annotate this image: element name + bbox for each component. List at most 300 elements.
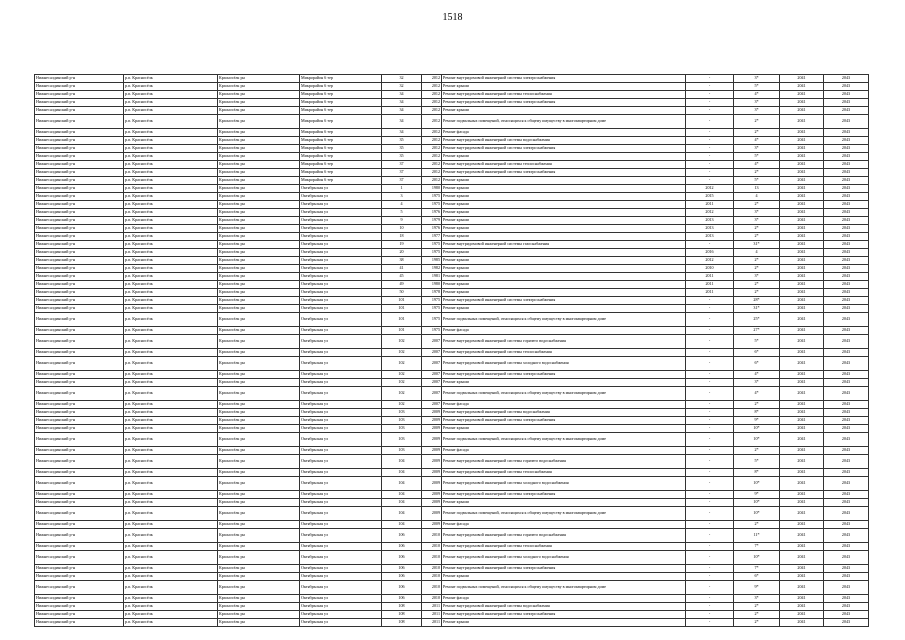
end-year-cell: 2043	[824, 297, 869, 305]
work-type-cell: Ремонт внутридомовой инженерной системы электроснабжения	[442, 169, 686, 177]
end-year-cell: 2043	[824, 477, 869, 491]
end-year-cell: 2043	[824, 529, 869, 543]
wear-cell: 2*	[734, 401, 780, 409]
settlement-cell: р.п. Красносёлк	[124, 603, 218, 611]
locality-cell: Красносёлк рн	[218, 91, 300, 99]
district-cell: Нижнесалдинский р-н	[35, 335, 124, 349]
house-number-cell: 34	[382, 91, 422, 99]
last-repair-year-cell: -	[686, 581, 734, 595]
table-row	[35, 595, 869, 603]
locality-cell: Красносёлк рн	[218, 379, 300, 387]
house-number-cell: 104	[382, 521, 422, 529]
house-number-cell: 108	[382, 619, 422, 627]
end-year-cell: 2043	[824, 281, 869, 289]
house-number-cell: 106	[382, 573, 422, 581]
work-type-cell: Ремонт крыши	[442, 281, 686, 289]
start-year-cell: 2041	[780, 611, 824, 619]
wear-cell: 28*	[734, 297, 780, 305]
house-number-cell: 106	[382, 543, 422, 551]
wear-cell: 10*	[734, 433, 780, 447]
end-year-cell: 2043	[824, 161, 869, 169]
locality-cell: Красносёлк рн	[218, 507, 300, 521]
house-number-cell: 102	[382, 357, 422, 371]
locality-cell: Красносёлк рн	[218, 581, 300, 595]
start-year-cell: 2041	[780, 409, 824, 417]
district-cell: Нижнесалдинский р-н	[35, 543, 124, 551]
wear-cell: 3*	[734, 273, 780, 281]
district-cell: Нижнесалдинский р-н	[35, 99, 124, 107]
end-year-cell: 2043	[824, 335, 869, 349]
district-cell: Нижнесалдинский р-н	[35, 521, 124, 529]
house-number-cell: 35	[382, 137, 422, 145]
work-type-cell: Ремонт крыши	[442, 233, 686, 241]
wear-cell: 4*	[734, 91, 780, 99]
end-year-cell: 2043	[824, 371, 869, 379]
locality-cell: Красносёлк рн	[218, 595, 300, 603]
district-cell: Нижнесалдинский р-н	[35, 565, 124, 573]
house-number-cell: 108	[382, 603, 422, 611]
street-cell: Октябрьская ул	[300, 241, 382, 249]
work-type-cell: Ремонт внутридомовой инженерной системы теплоснабжения	[442, 91, 686, 99]
build-year-cell: 1976	[422, 225, 442, 233]
work-type-cell: Ремонт подвальных помещений, относящихся к общему имуществу в многоквартирном доме	[442, 313, 686, 327]
work-type-cell: Ремонт внутридомовой инженерной системы теплоснабжения	[442, 161, 686, 169]
table-row	[35, 241, 869, 249]
build-year-cell: 1978	[422, 289, 442, 297]
settlement-cell: р.п. Красносёлк	[124, 75, 218, 83]
start-year-cell: 2041	[780, 313, 824, 327]
settlement-cell: р.п. Красносёлк	[124, 409, 218, 417]
street-cell: Октябрьская ул	[300, 543, 382, 551]
last-repair-year-cell: -	[686, 595, 734, 603]
end-year-cell: 2043	[824, 573, 869, 581]
build-year-cell: 2009	[422, 469, 442, 477]
start-year-cell: 2041	[780, 507, 824, 521]
work-type-cell: Ремонт внутридомовой инженерной системы электроснабжения	[442, 491, 686, 499]
district-cell: Нижнесалдинский р-н	[35, 573, 124, 581]
end-year-cell: 2043	[824, 225, 869, 233]
street-cell: Октябрьская ул	[300, 281, 382, 289]
settlement-cell: р.п. Красносёлк	[124, 499, 218, 507]
locality-cell: Красносёлк рн	[218, 611, 300, 619]
street-cell: Октябрьская ул	[300, 327, 382, 335]
district-cell: Нижнесалдинский р-н	[35, 447, 124, 455]
last-repair-year-cell: -	[686, 619, 734, 627]
house-number-cell: 41	[382, 265, 422, 273]
locality-cell: Красносёлк рн	[218, 433, 300, 447]
house-number-cell: 34	[382, 115, 422, 129]
end-year-cell: 2043	[824, 249, 869, 257]
start-year-cell: 2041	[780, 521, 824, 529]
street-cell: Октябрьская ул	[300, 401, 382, 409]
work-type-cell: Ремонт крыши	[442, 225, 686, 233]
locality-cell: Красносёлк рн	[218, 603, 300, 611]
district-cell: Нижнесалдинский р-н	[35, 313, 124, 327]
work-type-cell: Ремонт фасада	[442, 401, 686, 409]
work-type-cell: Ремонт внутридомовой инженерной системы водоснабжения	[442, 603, 686, 611]
end-year-cell: 2043	[824, 257, 869, 265]
wear-cell: 5*	[734, 153, 780, 161]
start-year-cell: 2041	[780, 447, 824, 455]
last-repair-year-cell: -	[686, 469, 734, 477]
street-cell: Микрорайон 6 тер	[300, 99, 382, 107]
house-number-cell: 106	[382, 595, 422, 603]
district-cell: Нижнесалдинский р-н	[35, 201, 124, 209]
table-row	[35, 217, 869, 225]
settlement-cell: р.п. Красносёлк	[124, 129, 218, 137]
locality-cell: Красносёлк рн	[218, 469, 300, 477]
district-cell: Нижнесалдинский р-н	[35, 177, 124, 185]
settlement-cell: р.п. Красносёлк	[124, 335, 218, 349]
start-year-cell: 2041	[780, 193, 824, 201]
table-row	[35, 145, 869, 153]
table-row	[35, 153, 869, 161]
table-row	[35, 433, 869, 447]
start-year-cell: 2041	[780, 491, 824, 499]
last-repair-year-cell: 2016	[686, 249, 734, 257]
start-year-cell: 2041	[780, 305, 824, 313]
end-year-cell: 2043	[824, 107, 869, 115]
wear-cell: 9*	[734, 581, 780, 595]
district-cell: Нижнесалдинский р-н	[35, 241, 124, 249]
street-cell: Микрорайон 6 тер	[300, 83, 382, 91]
work-type-cell: Ремонт крыши	[442, 83, 686, 91]
last-repair-year-cell: -	[686, 75, 734, 83]
work-type-cell: Ремонт внутридомовой инженерной системы теплоснабжения	[442, 543, 686, 551]
end-year-cell: 2043	[824, 387, 869, 401]
table-row	[35, 491, 869, 499]
district-cell: Нижнесалдинский р-н	[35, 603, 124, 611]
start-year-cell: 2041	[780, 145, 824, 153]
street-cell: Октябрьская ул	[300, 409, 382, 417]
street-cell: Октябрьская ул	[300, 265, 382, 273]
work-type-cell: Ремонт внутридомовой инженерной системы горячего водоснабжения	[442, 529, 686, 543]
last-repair-year-cell: -	[686, 349, 734, 357]
end-year-cell: 2043	[824, 455, 869, 469]
wear-cell: 4	[734, 193, 780, 201]
build-year-cell: 2007	[422, 379, 442, 387]
locality-cell: Красносёлк рн	[218, 107, 300, 115]
wear-cell: 2*	[734, 257, 780, 265]
street-cell: Октябрьская ул	[300, 491, 382, 499]
work-type-cell: Ремонт внутридомовой инженерной системы электроснабжения	[442, 417, 686, 425]
work-type-cell: Ремонт внутридомовой инженерной системы горячего водоснабжения	[442, 335, 686, 349]
wear-cell: 4*	[734, 371, 780, 379]
end-year-cell: 2043	[824, 491, 869, 499]
build-year-cell: 2009	[422, 521, 442, 529]
work-type-cell: Ремонт крыши	[442, 217, 686, 225]
house-number-cell: 101	[382, 305, 422, 313]
end-year-cell: 2043	[824, 543, 869, 551]
work-type-cell: Ремонт внутридомовой инженерной системы водоснабжения	[442, 409, 686, 417]
table-row	[35, 257, 869, 265]
house-number-cell: 32	[382, 83, 422, 91]
settlement-cell: р.п. Красносёлк	[124, 161, 218, 169]
wear-cell: 2*	[734, 201, 780, 209]
last-repair-year-cell: -	[686, 107, 734, 115]
house-number-cell: 106	[382, 529, 422, 543]
build-year-cell: 2010	[422, 573, 442, 581]
table-row	[35, 619, 869, 627]
locality-cell: Красносёлк рн	[218, 297, 300, 305]
end-year-cell: 2043	[824, 233, 869, 241]
end-year-cell: 2043	[824, 99, 869, 107]
start-year-cell: 2041	[780, 129, 824, 137]
house-number-cell: 34	[382, 107, 422, 115]
table-row	[35, 273, 869, 281]
wear-cell: 31*	[734, 305, 780, 313]
settlement-cell: р.п. Красносёлк	[124, 417, 218, 425]
settlement-cell: р.п. Красносёлк	[124, 327, 218, 335]
wear-cell: 31*	[734, 241, 780, 249]
street-cell: Октябрьская ул	[300, 507, 382, 521]
start-year-cell: 2041	[780, 91, 824, 99]
wear-cell: 3*	[734, 379, 780, 387]
district-cell: Нижнесалдинский р-н	[35, 137, 124, 145]
start-year-cell: 2041	[780, 327, 824, 335]
start-year-cell: 2041	[780, 137, 824, 145]
work-type-cell: Ремонт крыши	[442, 177, 686, 185]
district-cell: Нижнесалдинский р-н	[35, 115, 124, 129]
table-row	[35, 209, 869, 217]
locality-cell: Красносёлк рн	[218, 313, 300, 327]
build-year-cell: 2012	[422, 107, 442, 115]
locality-cell: Красносёлк рн	[218, 447, 300, 455]
locality-cell: Красносёлк рн	[218, 217, 300, 225]
street-cell: Октябрьская ул	[300, 447, 382, 455]
end-year-cell: 2043	[824, 115, 869, 129]
work-type-cell: Ремонт фасада	[442, 521, 686, 529]
last-repair-year-cell: -	[686, 305, 734, 313]
wear-cell: 6*	[734, 349, 780, 357]
build-year-cell: 2012	[422, 169, 442, 177]
locality-cell: Красносёлк рн	[218, 225, 300, 233]
build-year-cell: 2012	[422, 115, 442, 129]
start-year-cell: 2041	[780, 573, 824, 581]
table-row	[35, 521, 869, 529]
street-cell: Октябрьская ул	[300, 193, 382, 201]
end-year-cell: 2043	[824, 129, 869, 137]
locality-cell: Красносёлк рн	[218, 491, 300, 499]
end-year-cell: 2043	[824, 469, 869, 477]
end-year-cell: 2043	[824, 409, 869, 417]
last-repair-year-cell: -	[686, 455, 734, 469]
start-year-cell: 2041	[780, 75, 824, 83]
wear-cell: 3*	[734, 75, 780, 83]
table-row	[35, 387, 869, 401]
street-cell: Микрорайон 6 тер	[300, 115, 382, 129]
locality-cell: Красносёлк рн	[218, 129, 300, 137]
house-number-cell: 37	[382, 161, 422, 169]
build-year-cell: 2012	[422, 153, 442, 161]
wear-cell: 25*	[734, 313, 780, 327]
start-year-cell: 2041	[780, 349, 824, 357]
wear-cell: 13	[734, 185, 780, 193]
start-year-cell: 2041	[780, 161, 824, 169]
locality-cell: Красносёлк рн	[218, 521, 300, 529]
table-row	[35, 313, 869, 327]
settlement-cell: р.п. Красносёлк	[124, 193, 218, 201]
settlement-cell: р.п. Красносёлк	[124, 455, 218, 469]
start-year-cell: 2041	[780, 233, 824, 241]
build-year-cell: 2007	[422, 387, 442, 401]
last-repair-year-cell: -	[686, 83, 734, 91]
start-year-cell: 2041	[780, 83, 824, 91]
last-repair-year-cell: -	[686, 425, 734, 433]
house-number-cell: 102	[382, 349, 422, 357]
wear-cell: 2*	[734, 265, 780, 273]
settlement-cell: р.п. Красносёлк	[124, 379, 218, 387]
settlement-cell: р.п. Красносёлк	[124, 153, 218, 161]
locality-cell: Красносёлк рн	[218, 417, 300, 425]
build-year-cell: 2012	[422, 161, 442, 169]
wear-cell: 9*	[734, 491, 780, 499]
table-row	[35, 281, 869, 289]
last-repair-year-cell: -	[686, 565, 734, 573]
street-cell: Октябрьская ул	[300, 225, 382, 233]
wear-cell: 3*	[734, 99, 780, 107]
district-cell: Нижнесалдинский р-н	[35, 507, 124, 521]
start-year-cell: 2041	[780, 455, 824, 469]
street-cell: Октябрьская ул	[300, 455, 382, 469]
house-number-cell: 101	[382, 327, 422, 335]
work-type-cell: Ремонт внутридомовой инженерной системы холодного водоснабжения	[442, 357, 686, 371]
settlement-cell: р.п. Красносёлк	[124, 107, 218, 115]
street-cell: Октябрьская ул	[300, 611, 382, 619]
table-row	[35, 603, 869, 611]
street-cell: Октябрьская ул	[300, 387, 382, 401]
last-repair-year-cell: -	[686, 417, 734, 425]
start-year-cell: 2041	[780, 281, 824, 289]
start-year-cell: 2041	[780, 371, 824, 379]
house-number-cell: 32	[382, 75, 422, 83]
start-year-cell: 2041	[780, 401, 824, 409]
build-year-cell: 2009	[422, 507, 442, 521]
house-number-cell: 103	[382, 417, 422, 425]
work-type-cell: Ремонт внутридомовой инженерной системы горячего водоснабжения	[442, 455, 686, 469]
build-year-cell: 1975	[422, 305, 442, 313]
work-type-cell: Ремонт фасада	[442, 327, 686, 335]
locality-cell: Красносёлк рн	[218, 565, 300, 573]
end-year-cell: 2043	[824, 289, 869, 297]
settlement-cell: р.п. Красносёлк	[124, 565, 218, 573]
end-year-cell: 2043	[824, 177, 869, 185]
start-year-cell: 2041	[780, 209, 824, 217]
start-year-cell: 2041	[780, 241, 824, 249]
street-cell: Октябрьская ул	[300, 379, 382, 387]
settlement-cell: р.п. Красносёлк	[124, 313, 218, 327]
last-repair-year-cell: 2012	[686, 185, 734, 193]
locality-cell: Красносёлк рн	[218, 75, 300, 83]
street-cell: Октябрьская ул	[300, 357, 382, 371]
district-cell: Нижнесалдинский р-н	[35, 357, 124, 371]
settlement-cell: р.п. Красносёлк	[124, 83, 218, 91]
wear-cell: 7*	[734, 565, 780, 573]
table-row	[35, 371, 869, 379]
wear-cell: 4	[734, 249, 780, 257]
build-year-cell: 1980	[422, 281, 442, 289]
street-cell: Октябрьская ул	[300, 233, 382, 241]
wear-cell: 2*	[734, 225, 780, 233]
table-row	[35, 137, 869, 145]
build-year-cell: 2012	[422, 83, 442, 91]
wear-cell: 5*	[734, 455, 780, 469]
settlement-cell: р.п. Красносёлк	[124, 91, 218, 99]
work-type-cell: Ремонт внутридомовой инженерной системы электроснабжения	[442, 297, 686, 305]
settlement-cell: р.п. Красносёлк	[124, 201, 218, 209]
house-number-cell: 38	[382, 257, 422, 265]
end-year-cell: 2043	[824, 169, 869, 177]
start-year-cell: 2041	[780, 387, 824, 401]
table-row	[35, 75, 869, 83]
build-year-cell: 2012	[422, 99, 442, 107]
last-repair-year-cell: -	[686, 357, 734, 371]
build-year-cell: 1975	[422, 327, 442, 335]
settlement-cell: р.п. Красносёлк	[124, 99, 218, 107]
start-year-cell: 2041	[780, 619, 824, 627]
locality-cell: Красносёлк рн	[218, 281, 300, 289]
table-row	[35, 107, 869, 115]
end-year-cell: 2043	[824, 595, 869, 603]
last-repair-year-cell: -	[686, 335, 734, 349]
settlement-cell: р.п. Красносёлк	[124, 297, 218, 305]
table-row	[35, 611, 869, 619]
last-repair-year-cell: 2013	[686, 225, 734, 233]
end-year-cell: 2043	[824, 313, 869, 327]
street-cell: Микрорайон 6 тер	[300, 169, 382, 177]
work-type-cell: Ремонт крыши	[442, 273, 686, 281]
house-number-cell: 104	[382, 455, 422, 469]
end-year-cell: 2043	[824, 75, 869, 83]
settlement-cell: р.п. Красносёлк	[124, 387, 218, 401]
table-row	[35, 551, 869, 565]
table-row	[35, 265, 869, 273]
last-repair-year-cell: -	[686, 371, 734, 379]
district-cell: Нижнесалдинский р-н	[35, 193, 124, 201]
last-repair-year-cell: -	[686, 241, 734, 249]
settlement-cell: р.п. Красносёлк	[124, 273, 218, 281]
build-year-cell: 2007	[422, 357, 442, 371]
build-year-cell: 2007	[422, 401, 442, 409]
work-type-cell: Ремонт крыши	[442, 153, 686, 161]
settlement-cell: р.п. Красносёлк	[124, 305, 218, 313]
locality-cell: Красносёлк рн	[218, 249, 300, 257]
table-row	[35, 201, 869, 209]
end-year-cell: 2043	[824, 349, 869, 357]
last-repair-year-cell: -	[686, 433, 734, 447]
district-cell: Нижнесалдинский р-н	[35, 273, 124, 281]
house-number-cell: 9	[382, 217, 422, 225]
last-repair-year-cell: -	[686, 129, 734, 137]
start-year-cell: 2041	[780, 469, 824, 477]
build-year-cell: 2007	[422, 335, 442, 349]
last-repair-year-cell: 2011	[686, 289, 734, 297]
last-repair-year-cell: 2013	[686, 233, 734, 241]
work-type-cell: Ремонт внутридомовой инженерной системы холодного водоснабжения	[442, 477, 686, 491]
district-cell: Нижнесалдинский р-н	[35, 209, 124, 217]
table-row	[35, 289, 869, 297]
work-type-cell: Ремонт внутридомовой инженерной системы электроснабжения	[442, 611, 686, 619]
house-number-cell: 104	[382, 499, 422, 507]
street-cell: Октябрьская ул	[300, 297, 382, 305]
district-cell: Нижнесалдинский р-н	[35, 169, 124, 177]
end-year-cell: 2043	[824, 241, 869, 249]
house-number-cell: 35	[382, 153, 422, 161]
start-year-cell: 2041	[780, 499, 824, 507]
table-row	[35, 115, 869, 129]
wear-cell: 2*	[734, 447, 780, 455]
district-cell: Нижнесалдинский р-н	[35, 297, 124, 305]
